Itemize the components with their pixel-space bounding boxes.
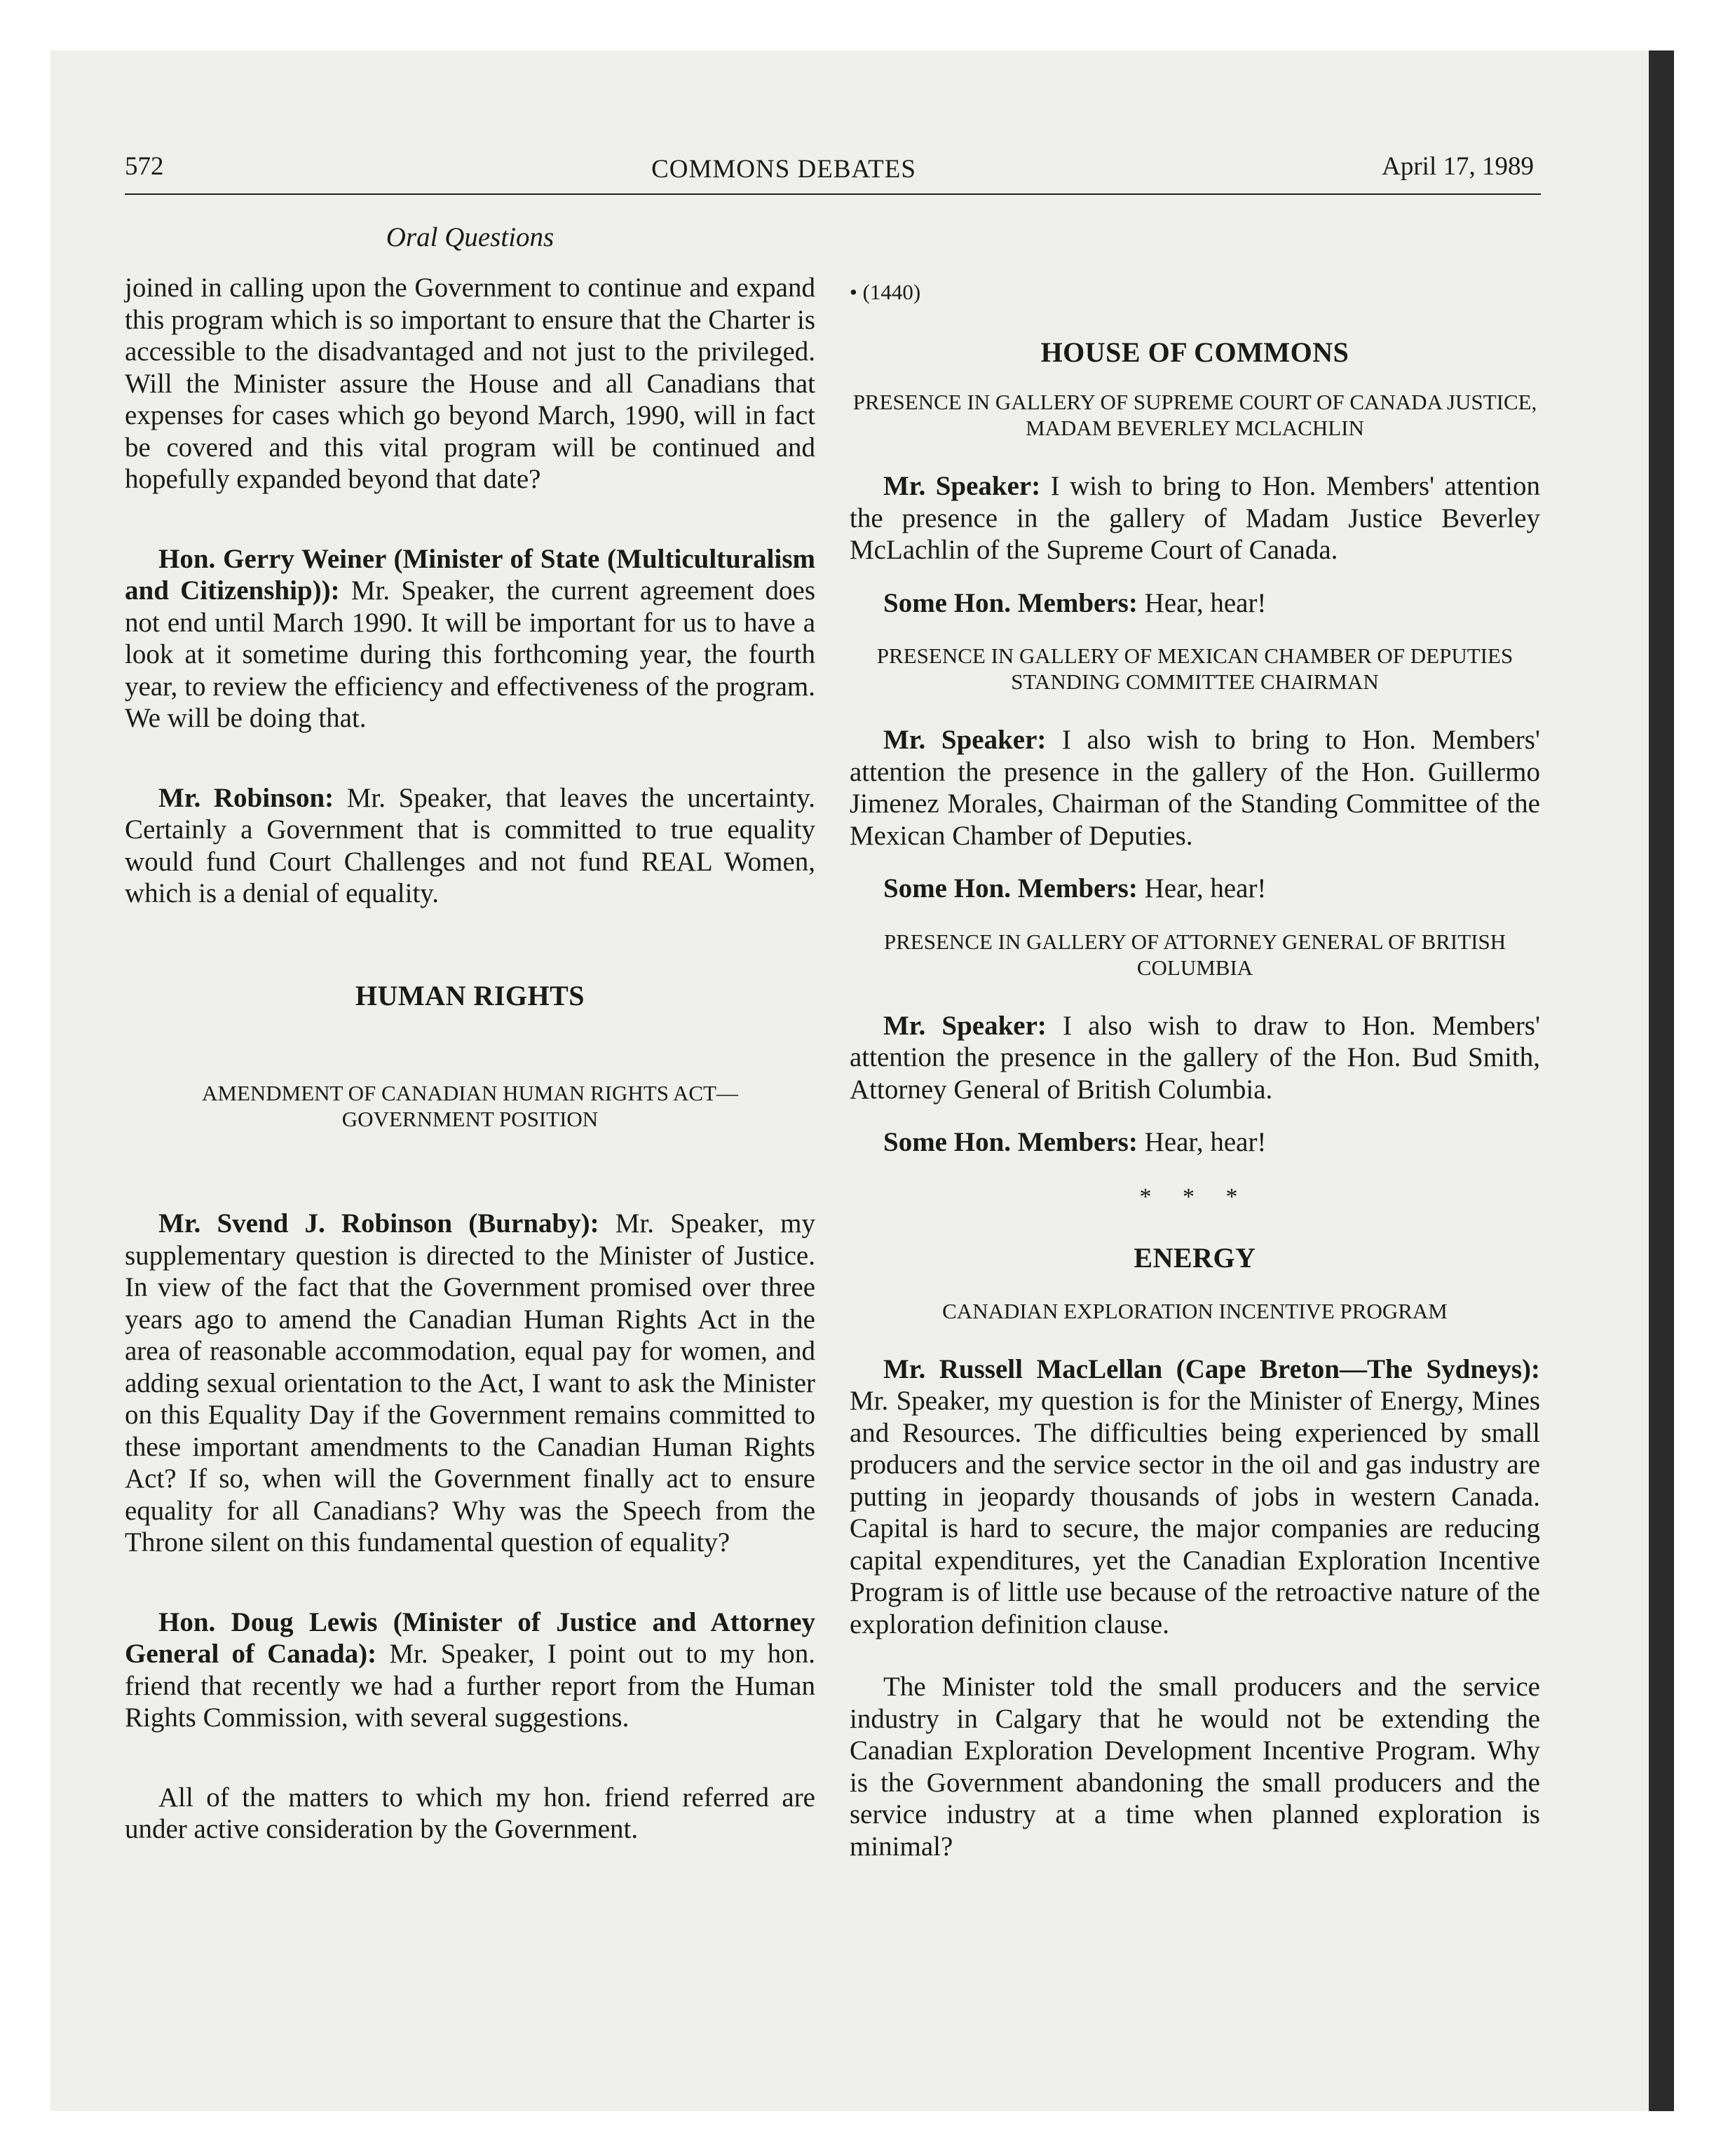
time-marker: • (1440): [850, 280, 921, 304]
speaker-name: Hon. Gerry Weiner (Minister of State (Multiculturalism and Citizenship)):: [125, 543, 815, 606]
scan-edge: [1649, 50, 1674, 2111]
paragraph: [850, 587, 1540, 620]
section-title: Oral Questions: [386, 222, 554, 252]
header-rule: [125, 193, 1541, 195]
speaker-name: Mr. Speaker:: [883, 471, 1041, 501]
speech-text: Mr. Speaker, I point out to my hon. friend that recently we had a further report from the Human Rights Commission, with several suggestions.: [125, 1639, 815, 1733]
paragraph: [850, 1353, 1540, 1641]
paragraph: The Minister told the small producers and the service industry in Calgary that he would not be extending the Canadian Exploration Development Incentive Program. Why is the Government abandoning the small producers and the service industry at a time when planned exploration is minimal?: [850, 1672, 1540, 1862]
speaker-name: Hon. Doug Lewis (Minister of Justice and Attorney General of Canada):: [125, 1606, 815, 1669]
left-column: [125, 272, 815, 1845]
speaker-name: Mr. Russell MacLellan (Cape Breton—The Sydneys):: [883, 1353, 1540, 1384]
section-separator: * * *: [1139, 1183, 1251, 1210]
speaker-name: Some Hon. Members:: [883, 1127, 1138, 1157]
subheading: PRESENCE IN GALLERY OF MEXICAN CHAMBER OF DEPUTIES STANDING COMMITTEE CHAIRMAN: [876, 643, 1513, 694]
speech-text: Mr. Speaker, my supplementary question is directed to the Minister of Justice. In view of the fact that the Government promised over three years ago to amend the Canadian Human Rights Act in the area of reasonable accommodation, equal pay for women, and adding sexual orientation to the Act, I want to ask the Minister on this Equality Day if the Government remains committed to these important amendments to the Canadian Human Rights Act? If so, when will the Government finally act to ensure equality for all Canadians? Why was the Speech from the Throne silent on this fundamental question of equality?: [125, 1208, 815, 1557]
subheading: AMENDMENT OF CANADIAN HUMAN RIGHTS ACT—GOVERNMENT POSITION: [202, 1081, 738, 1131]
speech-text: Hear, hear!: [1144, 587, 1267, 618]
paragraph: [850, 1126, 1540, 1159]
speaker-name: Mr. Speaker:: [883, 725, 1047, 755]
speech-text: I also wish to draw to Hon. Members' attention the presence in the gallery of the Hon. Bud Smith, Attorney General of British Columbia.: [850, 1010, 1541, 1105]
paragraph: [850, 470, 1540, 566]
page-header: [76, 102, 1534, 184]
section-heading: ENERGY: [1134, 1242, 1256, 1274]
speaker-name: Mr. Speaker:: [883, 1010, 1047, 1041]
speech-text: Hear, hear!: [1144, 873, 1267, 903]
subheading: PRESENCE IN GALLERY OF SUPREME COURT OF CANADA JUSTICE, MADAM BEVERLEY MCLACHLIN: [852, 390, 1537, 440]
section-heading: HOUSE OF COMMONS: [1040, 336, 1349, 368]
speech-text: Hear, hear!: [1144, 1127, 1267, 1157]
publication-title: COMMONS DEBATES: [651, 155, 916, 184]
publication-date: April 17, 1989: [1382, 152, 1534, 181]
subheading: PRESENCE IN GALLERY OF ATTORNEY GENERAL OF BRITISH COLUMBIA: [883, 929, 1506, 980]
speech-text: Mr. Speaker, my question is for the Minister of Energy, Mines and Resources. The difficulties being experienced by small producers and the service sector in the oil and gas industry are putting in jeopardy thousands of jobs in western Canada. Capital is hard to secure, the major companies are reducing capital expenditures, yet the Canadian Exploration Incentive Program is of little use because of the retroactive nature of the exploration definition clause.: [850, 1386, 1540, 1639]
speech-text: I wish to bring to Hon. Members' attention the presence in the gallery of Madam Justice Beverley McLachlin of the Supreme Court of Canada.: [850, 471, 1541, 565]
paragraph: [125, 782, 815, 910]
speaker-name: Some Hon. Members:: [883, 587, 1138, 618]
paragraph: All of the matters to which my hon. friend referred are under active consideration by the Government.: [125, 1782, 815, 1844]
speech-text: Mr. Speaker, the current agreement does not end until March 1990. It will be important for us to have a look at it sometime during this forthcoming year, the fourth year, to review the efficiency and effectiveness of the program. We will be doing that.: [125, 575, 816, 733]
paragraph: [125, 1208, 815, 1559]
page-number: 572: [125, 152, 164, 181]
paragraph: [850, 1010, 1540, 1106]
speaker-name: Mr. Robinson:: [158, 782, 334, 813]
speech-text: Mr. Speaker, that leaves the uncertainty. Certainly a Government that is committed to true equality would fund Court Challenges and not fund REAL Women, which is a denial of equality.: [125, 782, 815, 908]
subheading: CANADIAN EXPLORATION INCENTIVE PROGRAM: [942, 1298, 1448, 1323]
paragraph: [850, 724, 1540, 852]
paragraph: joined in calling upon the Government to continue and expand this program which is so important to ensure that the Charter is accessible to the disadvantaged and not just to the privileged. Will the Minister assure the House and all Canadians that expenses for cases which go beyond March, 1990, will in fact be covered and this vital program will be continued and hopefully expanded beyond that date?: [125, 273, 815, 494]
speaker-name: Some Hon. Members:: [883, 873, 1138, 903]
right-column: [850, 272, 1540, 1862]
paragraph: [850, 873, 1540, 905]
paragraph: [125, 1606, 815, 1734]
paragraph: [125, 543, 815, 735]
speech-text: I also wish to bring to Hon. Members' attention the presence in the gallery of the Hon. Guillermo Jimenez Morales, Chairman of the Standing Committee of the Mexican Chamber of Deputies.: [850, 725, 1540, 851]
speaker-name: Mr. Svend J. Robinson (Burnaby):: [158, 1208, 599, 1239]
section-heading: HUMAN RIGHTS: [355, 979, 585, 1011]
